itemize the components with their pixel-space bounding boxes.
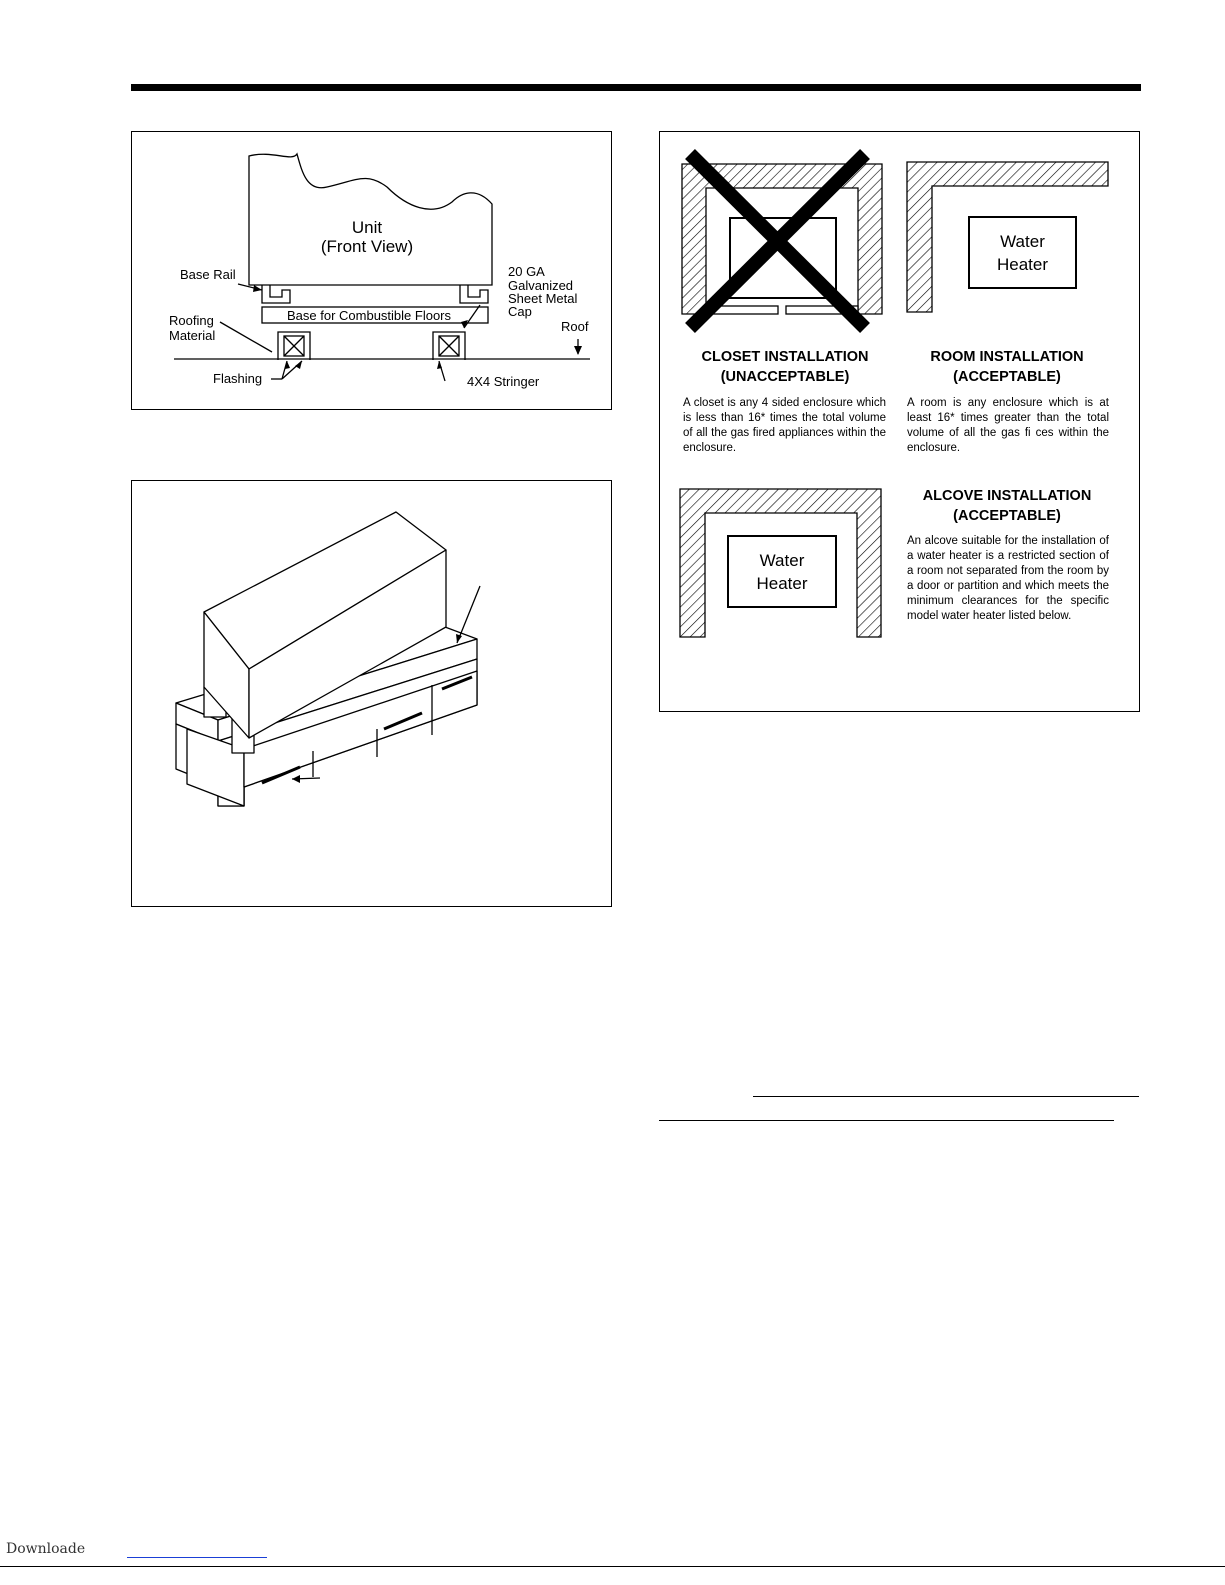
- stringer-label: 4X4 Stringer: [467, 374, 540, 389]
- alcove-heading-line1: ALCOVE INSTALLATION: [922, 488, 1092, 504]
- roofing-material-line1: Roofing: [169, 313, 214, 328]
- footer-rule: [0, 1566, 1225, 1567]
- room-water-heater-line2: Heater: [996, 254, 1049, 274]
- pallet-figure: [131, 480, 612, 907]
- base-rail-label: Base Rail: [180, 267, 236, 282]
- cap-label-line4: Cap: [508, 304, 532, 319]
- room-heading-line2: (ACCEPTABLE): [953, 369, 1061, 385]
- closet-description: A closet is any 4 sided enclosure which is less than 16* times the total volume of all the gas fired appliances within the enclosure.: [683, 397, 886, 454]
- room-heading-line1: ROOM INSTALLATION: [930, 349, 1084, 365]
- blank-rule-2: [659, 1120, 1114, 1121]
- roofing-material-line2: Material: [169, 328, 216, 343]
- alcove-water-heater-line2: Heater: [756, 573, 808, 593]
- footer-link[interactable]: [127, 1557, 267, 1558]
- base-floor-label: Base for Combustible Floors: [287, 308, 452, 323]
- flashing-label: Flashing: [213, 371, 263, 386]
- room-water-heater: [968, 216, 1077, 289]
- closet-heading-line2: (UNACCEPTABLE): [720, 369, 850, 385]
- header-rule: [131, 84, 1141, 91]
- room-description: A room is any enclosure which is at least 16* times greater than the total volume of all the gas fi ces within the enclosure.: [907, 397, 1109, 454]
- cap-label-line2: Galvanized: [508, 278, 574, 293]
- alcove-description: An alcove suitable for the installation of a water heater is a restricted section of a room not separated from the room by a door or partition and which meets the minimum clearances for the specific model water heater listed below.: [907, 535, 1109, 622]
- blank-rule-1: [753, 1096, 1139, 1097]
- installation-types-figure: [659, 131, 1140, 712]
- room-water-heater-line1: Water: [1000, 231, 1045, 251]
- alcove-water-heater: [727, 535, 837, 608]
- footer-text: Downloade: [6, 1541, 86, 1557]
- unit-label-line2: (Front View): [320, 237, 414, 256]
- pallet-drawing: [132, 481, 613, 908]
- alcove-heading-line2: (ACCEPTABLE): [953, 508, 1061, 524]
- roof-mount-figure: [131, 131, 612, 410]
- cap-label-line3: Sheet Metal: [508, 291, 578, 306]
- closet-heading-line1: CLOSET INSTALLATION: [701, 349, 869, 365]
- unit-label-line1: Unit: [351, 218, 383, 237]
- cap-label-line1: 20 GA: [508, 264, 545, 279]
- roof-label: Roof: [561, 319, 589, 334]
- alcove-water-heater-line1: Water: [759, 550, 805, 570]
